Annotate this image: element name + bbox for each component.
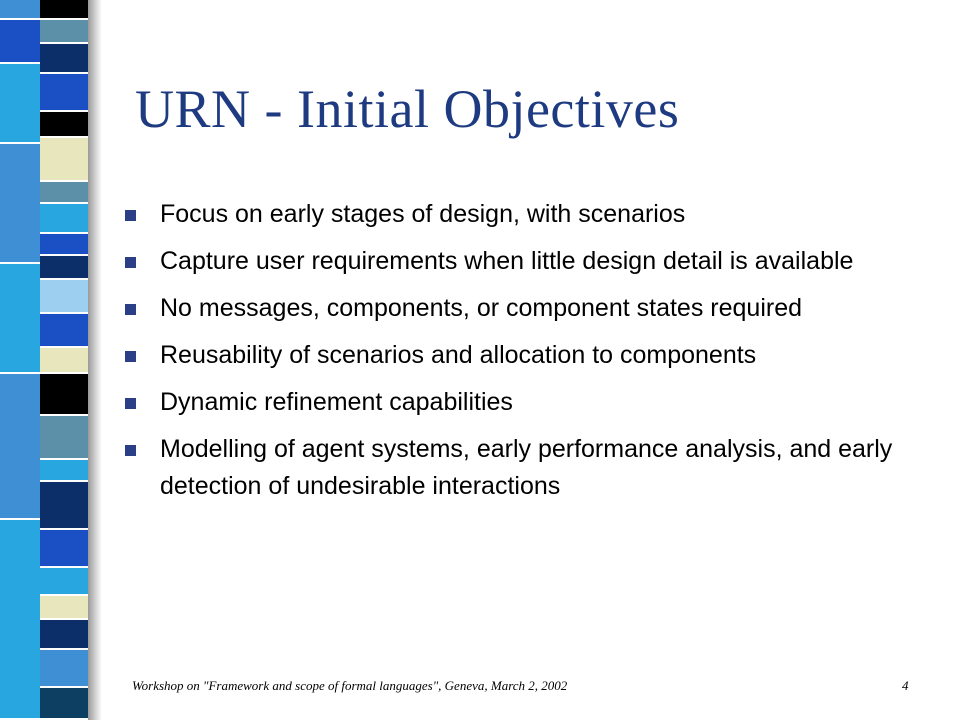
page-number: 4: [902, 678, 909, 693]
decorative-stripe: [0, 0, 110, 720]
bullet-item: [122, 384, 937, 421]
stripe-block: [40, 348, 88, 374]
stripe-block: [0, 144, 40, 264]
square-bullet-icon: [125, 351, 136, 362]
stripe-block: [40, 416, 88, 460]
bullet-item: [122, 337, 937, 374]
bullet-item: [122, 290, 937, 327]
stripe-block: [40, 596, 88, 620]
stripe-block: [0, 374, 40, 520]
stripe-block: [40, 112, 88, 138]
bullet-text: Dynamic refinement capabilities: [160, 388, 513, 416]
stripe-block: [40, 314, 88, 348]
stripe-block: [40, 256, 88, 280]
stripe-shadow: [88, 0, 102, 720]
stripe-block: [40, 74, 88, 112]
slide-title: URN - Initial Objectives: [135, 79, 680, 139]
stripe-block: [40, 138, 88, 182]
square-bullet-icon: [125, 210, 136, 221]
stripe-block: [40, 620, 88, 650]
stripe-block: [40, 568, 88, 596]
stripe-block: [40, 688, 88, 720]
stripe-block: [40, 234, 88, 256]
stripe-block: [40, 0, 88, 20]
bullet-text: Reusability of scenarios and allocation to components: [160, 341, 757, 369]
square-bullet-icon: [125, 445, 136, 456]
stripe-block: [40, 530, 88, 568]
stripe-block: [0, 20, 40, 64]
square-bullet-icon: [125, 304, 136, 315]
stripe-block: [40, 460, 88, 482]
stripe-block: [40, 374, 88, 416]
stripe-block: [40, 204, 88, 234]
stripe-block: [40, 482, 88, 530]
bullet-text: Modelling of agent systems, early performance analysis, and early detection of undesirable interactions: [160, 435, 893, 500]
bullet-list: [122, 196, 937, 515]
stripe-block: [0, 0, 40, 20]
bullet-item: [122, 431, 937, 505]
bullet-item: [122, 243, 937, 280]
bullet-text: Capture user requirements when little design detail is available: [160, 247, 854, 275]
bullet-item: [122, 196, 937, 233]
bullet-text: Focus on early stages of design, with scenarios: [160, 200, 686, 228]
stripe-block: [40, 44, 88, 74]
stripe-block: [0, 64, 40, 144]
slide-footer: Workshop on "Framework and scope of formal languages", Geneva, March 2, 2002: [132, 678, 568, 693]
stripe-block: [40, 20, 88, 44]
stripe-block: [40, 280, 88, 314]
stripe-blocks: [0, 0, 88, 720]
stripe-block: [40, 182, 88, 204]
bullet-text: No messages, components, or component states required: [160, 294, 803, 322]
stripe-block: [40, 650, 88, 688]
square-bullet-icon: [125, 257, 136, 268]
square-bullet-icon: [125, 398, 136, 409]
stripe-block: [0, 264, 40, 374]
stripe-block: [0, 520, 40, 720]
